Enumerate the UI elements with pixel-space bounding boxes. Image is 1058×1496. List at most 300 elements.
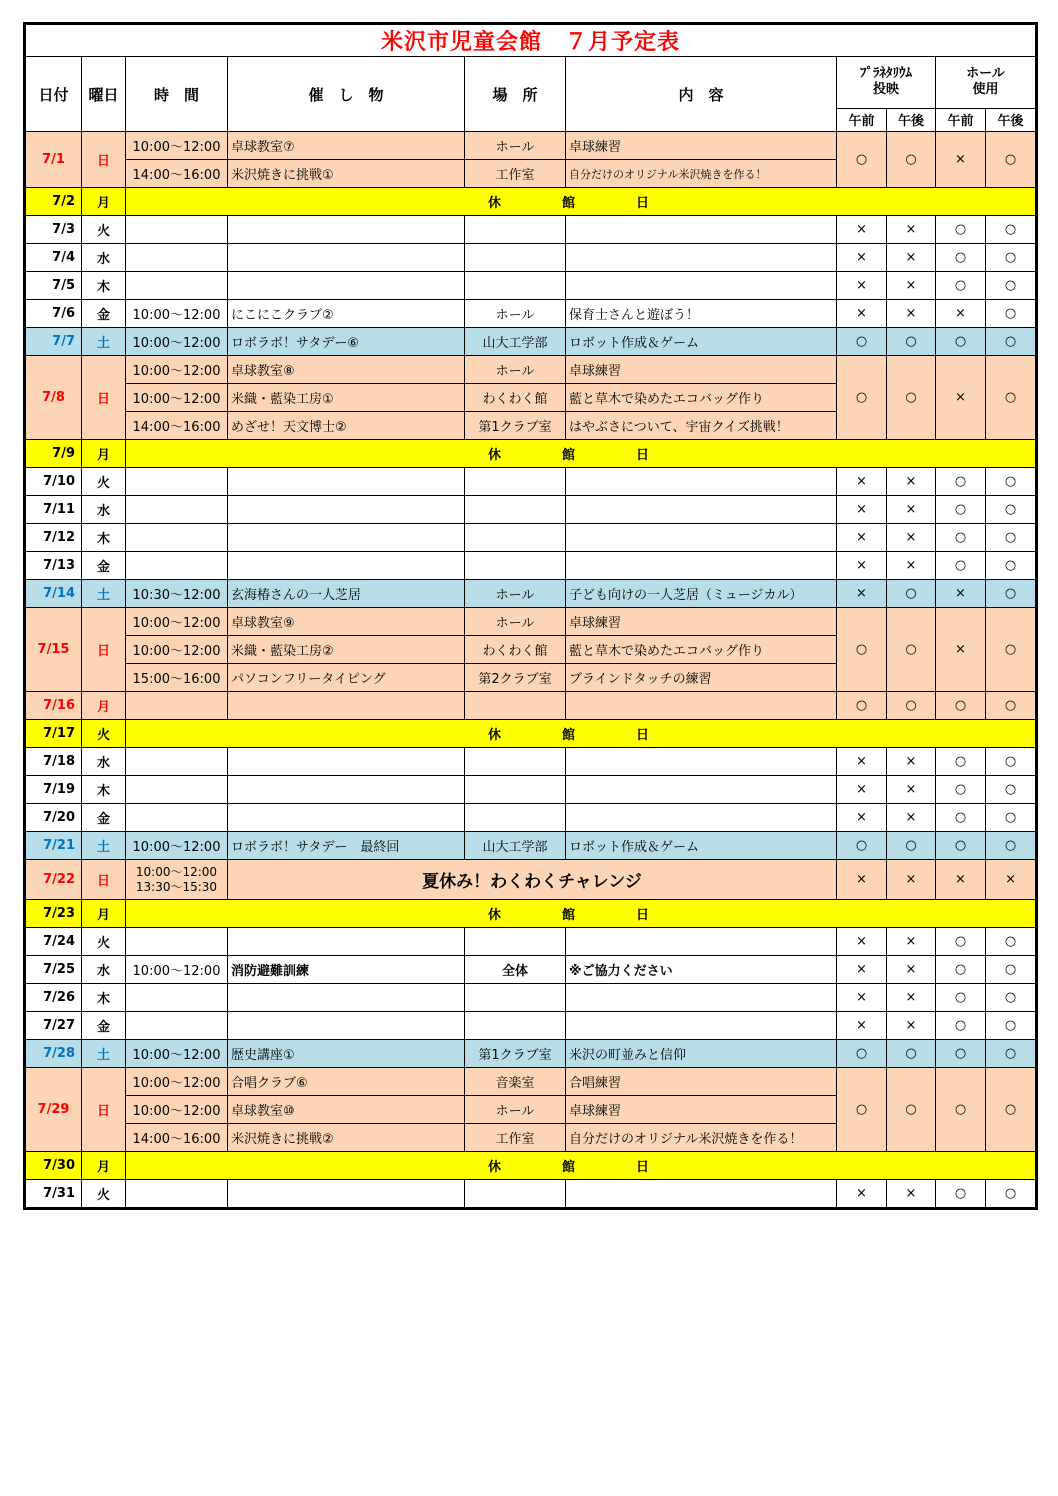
- availability-mark: ○: [936, 524, 986, 552]
- availability-mark: ×: [837, 580, 887, 608]
- event-banner: 夏休み！わくわくチャレンジ: [228, 860, 837, 900]
- availability-mark: ○: [986, 804, 1037, 832]
- date-cell: 7/28: [25, 1040, 82, 1068]
- availability-mark: ×: [837, 496, 887, 524]
- content-cell: ロボット作成＆ゲーム: [566, 832, 837, 860]
- availability-mark: ×: [837, 804, 887, 832]
- availability-mark: ×: [887, 300, 936, 328]
- place-cell: 第1クラブ室: [465, 412, 566, 440]
- place-cell: [465, 496, 566, 524]
- availability-mark: ○: [887, 132, 936, 188]
- event-cell: ロボラボ！サタデー⑥: [228, 328, 465, 356]
- availability-mark: ○: [887, 608, 936, 692]
- weekday-cell: 水: [82, 496, 126, 524]
- time-cell: [126, 804, 228, 832]
- availability-mark: ○: [837, 692, 887, 720]
- availability-mark: ○: [936, 804, 986, 832]
- content-cell: ※ご協力ください: [566, 956, 837, 984]
- table-row: [25, 524, 1037, 552]
- weekday-cell: 水: [82, 956, 126, 984]
- table-row: [25, 552, 1037, 580]
- availability-mark: ×: [837, 468, 887, 496]
- content-cell: 藍と草木で染めたエコバッグ作り: [566, 636, 837, 664]
- content-cell: [566, 272, 837, 300]
- date-cell: 7/12: [25, 524, 82, 552]
- availability-mark: ○: [986, 692, 1037, 720]
- availability-mark: ×: [837, 216, 887, 244]
- availability-mark: ×: [837, 272, 887, 300]
- closed-label: 休 館 日: [126, 1152, 1037, 1180]
- weekday-cell: 水: [82, 244, 126, 272]
- content-cell: 子ども向けの一人芝居（ミュージカル）: [566, 580, 837, 608]
- availability-mark: ○: [986, 524, 1037, 552]
- availability-mark: ○: [986, 928, 1037, 956]
- table-row: [25, 580, 1037, 608]
- availability-mark: ○: [986, 608, 1037, 692]
- place-cell: ホール: [465, 608, 566, 636]
- content-cell: [566, 692, 837, 720]
- time-cell: 10:00～12:00: [126, 356, 228, 384]
- availability-mark: ○: [986, 748, 1037, 776]
- availability-mark: ○: [936, 552, 986, 580]
- place-cell: ホール: [465, 1096, 566, 1124]
- availability-mark: ×: [936, 608, 986, 692]
- table-row: [25, 1068, 1037, 1096]
- availability-mark: ×: [837, 956, 887, 984]
- content-cell: [566, 1012, 837, 1040]
- table-row: [25, 984, 1037, 1012]
- weekday-cell: 土: [82, 832, 126, 860]
- date-cell: 7/8: [25, 356, 82, 440]
- date-cell: 7/21: [25, 832, 82, 860]
- place-cell: [465, 524, 566, 552]
- weekday-cell: 金: [82, 804, 126, 832]
- event-cell: [228, 748, 465, 776]
- availability-mark: ○: [837, 832, 887, 860]
- availability-mark: ○: [986, 496, 1037, 524]
- weekday-cell: 日: [82, 608, 126, 692]
- time-cell: [126, 1012, 228, 1040]
- availability-mark: ○: [936, 496, 986, 524]
- content-cell: [566, 552, 837, 580]
- content-cell: 自分だけのオリジナル米沢焼きを作る！: [566, 160, 837, 188]
- availability-mark: ×: [837, 748, 887, 776]
- availability-mark: ×: [887, 496, 936, 524]
- schedule-body: [25, 132, 1037, 1209]
- event-cell: 卓球教室⑩: [228, 1096, 465, 1124]
- date-cell: 7/4: [25, 244, 82, 272]
- date-cell: 7/2: [25, 188, 82, 216]
- place-cell: [465, 244, 566, 272]
- date-cell: 7/20: [25, 804, 82, 832]
- weekday-cell: 木: [82, 524, 126, 552]
- availability-mark: ×: [837, 776, 887, 804]
- content-cell: [566, 1180, 837, 1209]
- weekday-cell: 日: [82, 1068, 126, 1152]
- table-row: [25, 244, 1037, 272]
- weekday-cell: 金: [82, 300, 126, 328]
- table-row: [25, 832, 1037, 860]
- time-second: 13:30～15:30: [135, 879, 218, 894]
- availability-mark: ○: [837, 1040, 887, 1068]
- event-cell: [228, 984, 465, 1012]
- time-cell: [126, 216, 228, 244]
- content-cell: [566, 748, 837, 776]
- availability-mark: ○: [936, 832, 986, 860]
- availability-mark: ○: [887, 356, 936, 440]
- time-cell: 10:00～12:00: [126, 608, 228, 636]
- event-cell: [228, 1012, 465, 1040]
- table-row: [25, 928, 1037, 956]
- availability-mark: ×: [837, 300, 887, 328]
- availability-mark: ○: [887, 832, 936, 860]
- date-cell: 7/11: [25, 496, 82, 524]
- availability-mark: ×: [887, 748, 936, 776]
- content-cell: 合唱練習: [566, 1068, 837, 1096]
- availability-mark: ×: [887, 272, 936, 300]
- availability-mark: ×: [837, 984, 887, 1012]
- place-cell: ホール: [465, 580, 566, 608]
- weekday-cell: 月: [82, 900, 126, 928]
- time-cell: 10:00～12:00: [126, 300, 228, 328]
- place-cell: 工作室: [465, 160, 566, 188]
- event-cell: 米織・藍染工房②: [228, 636, 465, 664]
- place-cell: 全体: [465, 956, 566, 984]
- date-cell: 7/5: [25, 272, 82, 300]
- table-row: [25, 496, 1037, 524]
- content-cell: [566, 984, 837, 1012]
- availability-mark: ○: [986, 216, 1037, 244]
- content-cell: はやぶさについて、宇宙クイズ挑戦！: [566, 412, 837, 440]
- place-cell: 工作室: [465, 1124, 566, 1152]
- time-cell: 14:00～16:00: [126, 412, 228, 440]
- content-cell: ロボット作成＆ゲーム: [566, 328, 837, 356]
- availability-mark: ×: [837, 244, 887, 272]
- availability-mark: ○: [887, 328, 936, 356]
- event-cell: 米沢焼きに挑戦②: [228, 1124, 465, 1152]
- time-cell: 10:00～12:00: [126, 1068, 228, 1096]
- time-cell: 10:00～12:00: [126, 832, 228, 860]
- availability-mark: ○: [986, 776, 1037, 804]
- availability-mark: ×: [887, 216, 936, 244]
- time-cell: [126, 984, 228, 1012]
- header-planetarium: ﾌﾟﾗﾈﾀﾘｳﾑ 投映: [837, 57, 936, 109]
- table-row: [25, 356, 1037, 384]
- availability-mark: ○: [837, 132, 887, 188]
- availability-mark: ○: [936, 776, 986, 804]
- availability-mark: ×: [936, 580, 986, 608]
- place-cell: ホール: [465, 356, 566, 384]
- event-cell: [228, 692, 465, 720]
- availability-mark: ○: [936, 216, 986, 244]
- header-hall-pm: 午後: [986, 108, 1037, 131]
- date-cell: 7/1: [25, 132, 82, 188]
- weekday-cell: 火: [82, 216, 126, 244]
- place-cell: [465, 692, 566, 720]
- time-cell: [126, 244, 228, 272]
- place-cell: 音楽室: [465, 1068, 566, 1096]
- header-planetarium-am: 午前: [837, 108, 887, 131]
- date-cell: 7/29: [25, 1068, 82, 1152]
- availability-mark: ×: [837, 928, 887, 956]
- availability-mark: ○: [887, 692, 936, 720]
- content-cell: [566, 244, 837, 272]
- time-cell: 10:00～12:00: [126, 328, 228, 356]
- availability-mark: ○: [986, 580, 1037, 608]
- date-cell: 7/6: [25, 300, 82, 328]
- time-cell: [126, 748, 228, 776]
- content-cell: [566, 804, 837, 832]
- date-cell: 7/7: [25, 328, 82, 356]
- weekday-cell: 木: [82, 272, 126, 300]
- content-cell: 自分だけのオリジナル米沢焼きを作る！: [566, 1124, 837, 1152]
- weekday-cell: 土: [82, 1040, 126, 1068]
- date-cell: 7/19: [25, 776, 82, 804]
- availability-mark: ×: [887, 860, 936, 900]
- date-cell: 7/24: [25, 928, 82, 956]
- content-cell: 米沢の町並みと信仰: [566, 1040, 837, 1068]
- availability-mark: ○: [986, 328, 1037, 356]
- place-cell: [465, 776, 566, 804]
- place-cell: [465, 468, 566, 496]
- event-cell: 卓球教室⑨: [228, 608, 465, 636]
- availability-mark: ○: [887, 1068, 936, 1152]
- place-cell: [465, 552, 566, 580]
- place-cell: 山大工学部: [465, 832, 566, 860]
- availability-mark: ○: [936, 956, 986, 984]
- availability-mark: ○: [936, 468, 986, 496]
- availability-mark: ○: [986, 356, 1037, 440]
- time-cell: 10:00～12:00: [126, 1040, 228, 1068]
- event-cell: [228, 524, 465, 552]
- time-cell: [126, 468, 228, 496]
- event-cell: 合唱クラブ⑥: [228, 1068, 465, 1096]
- table-row: [25, 1152, 1037, 1180]
- content-cell: [566, 524, 837, 552]
- weekday-cell: 火: [82, 928, 126, 956]
- event-cell: にこにこクラブ②: [228, 300, 465, 328]
- date-cell: 7/30: [25, 1152, 82, 1180]
- event-cell: [228, 1180, 465, 1209]
- event-cell: [228, 928, 465, 956]
- time-cell: 10:00～12:00: [126, 1096, 228, 1124]
- table-row: [25, 720, 1037, 748]
- table-row: [25, 1040, 1037, 1068]
- place-cell: [465, 748, 566, 776]
- availability-mark: ○: [936, 1040, 986, 1068]
- weekday-cell: 日: [82, 132, 126, 188]
- time-cell: [126, 272, 228, 300]
- event-cell: 玄海椿さんの一人芝居: [228, 580, 465, 608]
- closed-label: 休 館 日: [126, 720, 1037, 748]
- place-cell: [465, 984, 566, 1012]
- content-cell: [566, 496, 837, 524]
- availability-mark: ○: [986, 1012, 1037, 1040]
- time-cell: [126, 860, 228, 900]
- content-cell: 藍と草木で染めたエコバッグ作り: [566, 384, 837, 412]
- table-row: [25, 860, 1037, 900]
- weekday-cell: 土: [82, 580, 126, 608]
- time-cell: [126, 776, 228, 804]
- availability-mark: ○: [837, 356, 887, 440]
- place-cell: ホール: [465, 132, 566, 160]
- availability-mark: ×: [887, 1012, 936, 1040]
- time-cell: 10:30～12:00: [126, 580, 228, 608]
- event-cell: [228, 776, 465, 804]
- weekday-cell: 火: [82, 1180, 126, 1209]
- closed-label: 休 館 日: [126, 440, 1037, 468]
- event-cell: パソコンフリータイピング: [228, 664, 465, 692]
- place-cell: わくわく館: [465, 636, 566, 664]
- event-cell: 米織・藍染工房①: [228, 384, 465, 412]
- date-cell: 7/3: [25, 216, 82, 244]
- event-cell: [228, 496, 465, 524]
- table-row: [25, 216, 1037, 244]
- event-cell: [228, 272, 465, 300]
- table-row: [25, 328, 1037, 356]
- time-cell: [126, 928, 228, 956]
- table-row: [25, 776, 1037, 804]
- time-cell: [126, 692, 228, 720]
- time-cell: 10:00～12:00: [126, 956, 228, 984]
- availability-mark: ×: [887, 928, 936, 956]
- content-cell: 保育士さんと遊ぼう！: [566, 300, 837, 328]
- availability-mark: ○: [986, 956, 1037, 984]
- header-place: 場 所: [465, 57, 566, 132]
- date-cell: 7/23: [25, 900, 82, 928]
- availability-mark: ○: [986, 1068, 1037, 1152]
- availability-mark: ○: [986, 272, 1037, 300]
- availability-mark: ×: [887, 1180, 936, 1209]
- availability-mark: ○: [986, 552, 1037, 580]
- weekday-cell: 水: [82, 748, 126, 776]
- header-event: 催 し 物: [228, 57, 465, 132]
- weekday-cell: 火: [82, 720, 126, 748]
- table-row: [25, 608, 1037, 636]
- table-row: [25, 188, 1037, 216]
- weekday-cell: 土: [82, 328, 126, 356]
- time-cell: 10:00～12:00: [126, 636, 228, 664]
- content-cell: ブラインドタッチの練習: [566, 664, 837, 692]
- availability-mark: ×: [887, 524, 936, 552]
- availability-mark: ×: [837, 552, 887, 580]
- availability-mark: ○: [986, 132, 1037, 188]
- header-hall: ホール 使用: [936, 57, 1037, 109]
- availability-mark: ○: [837, 1068, 887, 1152]
- event-cell: 卓球教室⑦: [228, 132, 465, 160]
- weekday-cell: 木: [82, 984, 126, 1012]
- date-cell: 7/31: [25, 1180, 82, 1209]
- availability-mark: ○: [986, 832, 1037, 860]
- content-cell: [566, 216, 837, 244]
- availability-mark: ○: [936, 1180, 986, 1209]
- content-cell: 卓球練習: [566, 356, 837, 384]
- availability-mark: ○: [936, 748, 986, 776]
- availability-mark: ○: [936, 1012, 986, 1040]
- event-cell: 歴史講座①: [228, 1040, 465, 1068]
- weekday-cell: 日: [82, 860, 126, 900]
- place-cell: 第2クラブ室: [465, 664, 566, 692]
- availability-mark: ○: [986, 300, 1037, 328]
- table-row: [25, 272, 1037, 300]
- availability-mark: ○: [887, 1040, 936, 1068]
- availability-mark: ×: [887, 244, 936, 272]
- availability-mark: ×: [837, 524, 887, 552]
- place-cell: [465, 216, 566, 244]
- availability-mark: ×: [887, 956, 936, 984]
- weekday-cell: 火: [82, 468, 126, 496]
- date-cell: 7/9: [25, 440, 82, 468]
- availability-mark: ×: [887, 776, 936, 804]
- availability-mark: ○: [986, 1040, 1037, 1068]
- availability-mark: ×: [837, 1012, 887, 1040]
- date-cell: 7/25: [25, 956, 82, 984]
- date-cell: 7/22: [25, 860, 82, 900]
- date-cell: 7/15: [25, 608, 82, 692]
- date-cell: 7/18: [25, 748, 82, 776]
- time-cell: [126, 496, 228, 524]
- date-cell: 7/17: [25, 720, 82, 748]
- availability-mark: ×: [837, 860, 887, 900]
- weekday-cell: 金: [82, 1012, 126, 1040]
- event-cell: 卓球教室⑧: [228, 356, 465, 384]
- availability-mark: ○: [837, 328, 887, 356]
- availability-mark: ○: [936, 328, 986, 356]
- header-weekday: 曜日: [82, 57, 126, 132]
- event-cell: ロボラボ！サタデー 最終回: [228, 832, 465, 860]
- header-date: 日付: [25, 57, 82, 132]
- availability-mark: ○: [986, 1180, 1037, 1209]
- weekday-cell: 木: [82, 776, 126, 804]
- header-content: 内 容: [566, 57, 837, 132]
- date-cell: 7/13: [25, 552, 82, 580]
- event-cell: [228, 804, 465, 832]
- table-row: [25, 1012, 1037, 1040]
- place-cell: [465, 928, 566, 956]
- time-start: 10:00～12:00: [135, 864, 218, 879]
- place-cell: [465, 272, 566, 300]
- availability-mark: ○: [936, 984, 986, 1012]
- place-cell: ホール: [465, 300, 566, 328]
- weekday-cell: 金: [82, 552, 126, 580]
- table-row: [25, 748, 1037, 776]
- date-cell: 7/26: [25, 984, 82, 1012]
- closed-label: 休 館 日: [126, 188, 1037, 216]
- event-cell: めざせ！天文博士②: [228, 412, 465, 440]
- availability-mark: ×: [936, 860, 986, 900]
- time-cell: 10:00～12:00: [126, 384, 228, 412]
- event-cell: [228, 244, 465, 272]
- availability-mark: ○: [936, 244, 986, 272]
- table-row: [25, 804, 1037, 832]
- weekday-cell: 月: [82, 692, 126, 720]
- date-cell: 7/16: [25, 692, 82, 720]
- table-row: [25, 440, 1037, 468]
- availability-mark: ×: [936, 356, 986, 440]
- table-row: [25, 468, 1037, 496]
- table-row: [25, 1180, 1037, 1209]
- event-cell: [228, 468, 465, 496]
- time-cell: 15:00～16:00: [126, 664, 228, 692]
- schedule-table: [23, 22, 1038, 1210]
- weekday-cell: 月: [82, 1152, 126, 1180]
- table-row: [25, 900, 1037, 928]
- header-hall-am: 午前: [936, 108, 986, 131]
- availability-mark: ○: [837, 608, 887, 692]
- weekday-cell: 月: [82, 440, 126, 468]
- table-row: [25, 132, 1037, 160]
- table-row: [25, 692, 1037, 720]
